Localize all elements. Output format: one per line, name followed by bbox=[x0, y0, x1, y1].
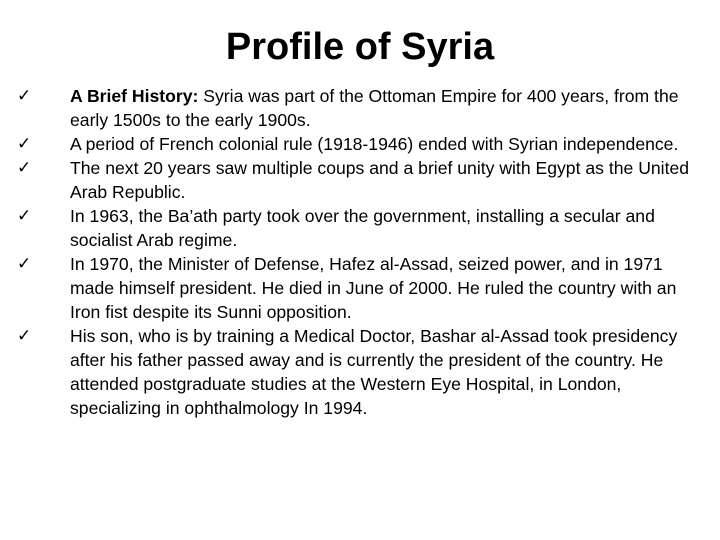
bullet-item bbox=[17, 84, 699, 132]
bullet-item bbox=[17, 252, 699, 324]
check-mark-icon: ✓ bbox=[17, 158, 32, 178]
bullet-item bbox=[17, 132, 699, 156]
bullet-item bbox=[17, 156, 699, 204]
bullet-text: In 1963, the Ba’ath party took over the government, installing a secular and socialist Arab regime. bbox=[70, 206, 655, 250]
bullet-lead: A Brief History: bbox=[70, 86, 199, 106]
bullet-text: A period of French colonial rule (1918-1946) ended with Syrian independence. bbox=[70, 134, 679, 154]
bullet-list bbox=[17, 84, 699, 420]
check-mark-icon: ✓ bbox=[17, 86, 32, 106]
check-mark-icon: ✓ bbox=[17, 254, 32, 274]
check-mark-icon: ✓ bbox=[17, 134, 32, 154]
bullet-item bbox=[17, 204, 699, 252]
check-mark-icon: ✓ bbox=[17, 326, 32, 346]
bullet-item bbox=[17, 324, 699, 420]
bullet-text: His son, who is by training a Medical Doctor, Bashar al-Assad took presidency after his father passed away and is currently the president of the country. He attended postgraduate studies at the Western Eye Hospital, in London, specializing in ophthalmology In 1994. bbox=[70, 326, 678, 418]
bullet-text: The next 20 years saw multiple coups and a brief unity with Egypt as the United Arab Republic. bbox=[70, 158, 690, 202]
check-mark-icon: ✓ bbox=[17, 206, 32, 226]
bullet-text: Syria was part of the Ottoman Empire for 400 years, from the early 1500s to the early 1900s. bbox=[70, 86, 679, 130]
slide-title: Profile of Syria bbox=[225, 26, 495, 68]
bullet-text: In 1970, the Minister of Defense, Hafez al-Assad, seized power, and in 1971 made himself president. He died in June of 2000. He ruled the country with an Iron fist despite its Sunni opposition. bbox=[70, 254, 677, 322]
